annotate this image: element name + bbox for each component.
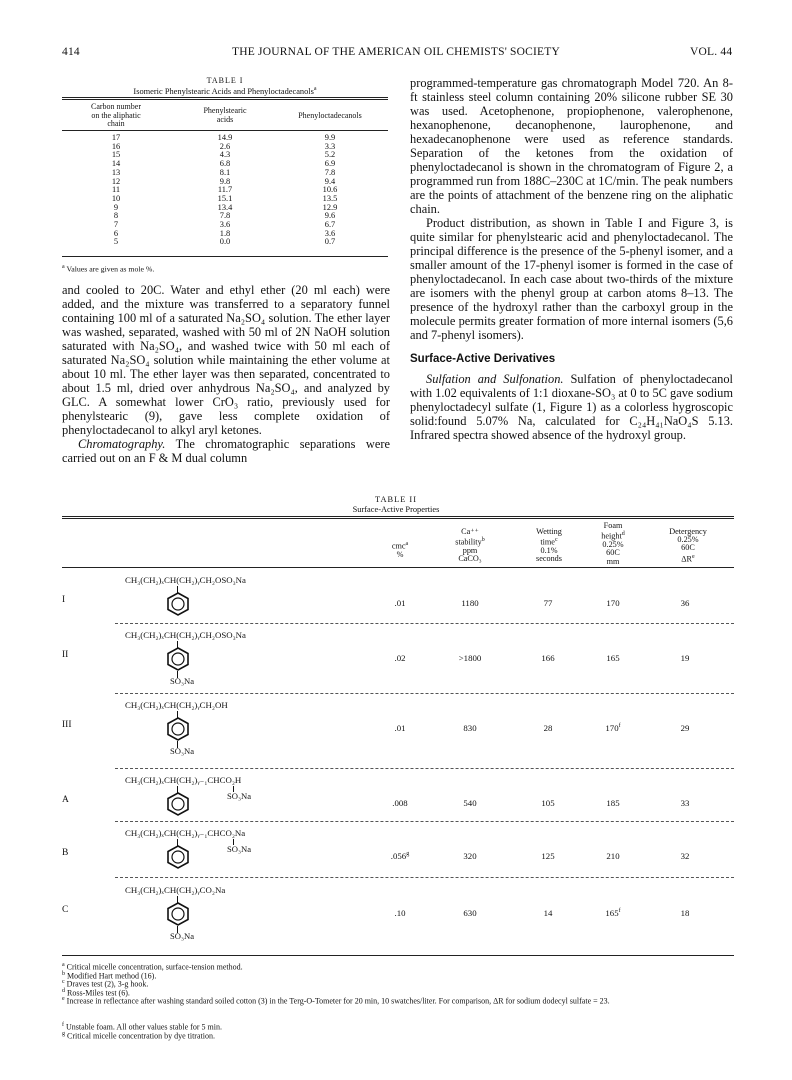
table1-col2-header: Phenylstearic acids [203, 106, 247, 124]
carbon-cell: 13 [111, 167, 121, 177]
carbon-cell: 17 [111, 133, 121, 142]
alcohols-cell: 3.6 [324, 228, 336, 238]
section-heading: Surface-Active Derivatives [410, 353, 556, 365]
compound-formula: CH₃(CH₂)ₓCH(CH₂)ᵧ₋₁CHCO₂Na [125, 828, 246, 838]
wetting-time-value: 125 [541, 851, 555, 861]
right-paragraph-1: programmed-temperature gas chromatograph Model 720. An 8-ft stainless steel column containing 20% silicone rubber SE 30 was used. Acetophenone, propiophenone, valerophenone, hexanophenone, decanophenone, laurophenone, and hexadecanophenone were used as reference standards. Separation of the ketones from the oxidation of phenyloctadecanol is shown in the chromatogram of Figure 2, a programmed run from 188C–230C at 1C/min. The peak numbers are the points of attachment of the benzene ring on the aliphatic chain. [410, 76, 733, 216]
right-paragraph-2: Product distribution, as shown in Table I and Figure 3, is quite similar for phenylstearic acid and phenyloctadecanol. The principal difference is the presence of the 5-phenyl isomer, and a smaller amount of the 17-phenyl isomer is formed in the case of phenyloctadecanol. In each case about two-thirds of the mixture are isomers with the phenyl group at carbon atoms 8–13. The presence of the hydroxyl rather than the carboxyl group in the molecule permits greater formation of more internal isomers (5,6 and 7-phenyl isomers). [410, 216, 733, 342]
row-separator [115, 877, 734, 878]
acids-cell: 7.8 [219, 211, 231, 221]
compound-label: A [62, 795, 69, 805]
benzene-ring-icon [166, 592, 190, 621]
cmc-value: .01 [394, 598, 406, 608]
wetting-time-value: 105 [541, 798, 555, 808]
table2-footnote: $^b$ Modified Hart method (16). [62, 970, 157, 981]
carbon-cell: 8 [113, 211, 119, 221]
table1-col1-header: Carbon number on the aliphatic chain [91, 102, 141, 128]
acids-cell: 2.6 [219, 141, 231, 151]
table2-header-rule [62, 567, 734, 568]
carbon-cell: 9 [113, 202, 119, 212]
compound-formula: CH₃(CH₂)ₓCH(CH₂)ᵧCH₂OSO₃Na [125, 630, 246, 640]
compound-formula: CH₃(CH₂)ₓCH(CH₂)ᵧ₋₁CHCO₂H [125, 775, 242, 785]
side-sulfonate: SO₃Na [227, 791, 252, 801]
detergency-value: 19 [680, 653, 690, 663]
acids-cell: 6.8 [219, 159, 231, 169]
foam-height-value: 185 [606, 798, 620, 808]
carbon-cell: 16 [111, 141, 121, 151]
detergency-value: 32 [680, 851, 690, 861]
table2-ca-header: Ca⁺⁺ stability$^b$ ppm CaCO₃ [455, 527, 485, 564]
table1-subtitle: Isomeric Phenylstearic Acids and Phenyloctadecanols$^a$ [133, 86, 317, 96]
compound-label: B [62, 848, 69, 858]
compound-formula: CH₃(CH₂)ₓCH(CH₂)ᵧCH₂OSO₃Na [125, 575, 246, 585]
carbon-cell: 5 [113, 237, 119, 247]
acids-cell: 3.6 [219, 220, 231, 230]
alcohols-cell: 12.9 [322, 202, 338, 212]
table2-footnote: $^c$ Draves test (2), 3-g hook. [62, 979, 149, 989]
carbon-cell: 14 [111, 159, 121, 169]
carbon-cell: 10 [111, 193, 121, 203]
acids-cell: 1.8 [219, 228, 231, 238]
cmc-value: .02 [394, 653, 406, 663]
table1-alcohols-column [275, 134, 385, 247]
alcohols-cell: 10.6 [322, 185, 338, 195]
table1-acids-column [180, 134, 270, 247]
cmc-value: .01 [394, 723, 406, 733]
ca-stability-value: >1800 [458, 653, 482, 663]
carbon-cell: 7 [113, 220, 119, 230]
table1-top-rule-2 [62, 99, 388, 100]
acids-cell: 0.0 [219, 237, 231, 247]
journal-title: THE JOURNAL OF THE AMERICAN OIL CHEMISTS' SOCIETY [231, 46, 561, 58]
benzene-ring-icon [166, 717, 190, 746]
table1-carbon-column [62, 134, 170, 247]
side-sulfonate: SO₃Na [227, 844, 252, 854]
acids-cell: 14.9 [217, 133, 233, 142]
acids-cell: 13.4 [217, 202, 233, 212]
table2-title: TABLE II [375, 495, 417, 504]
sulfonate-substituent: SO₃Na [170, 746, 195, 756]
acids-cell: 8.1 [219, 167, 231, 177]
wetting-time-value: 77 [543, 598, 553, 608]
compound-formula: CH₃(CH₂)ₓCH(CH₂)ᵧCH₂OH [125, 700, 228, 710]
wetting-time-value: 14 [543, 908, 553, 918]
table2-footnote: $^g$ Critical micelle concentration by dye titration. [62, 1031, 215, 1041]
foam-height-value: 170$^f$ [605, 723, 621, 733]
alcohols-cell: 13.5 [322, 193, 338, 203]
alcohols-cell: 5.2 [324, 150, 336, 160]
wetting-time-value: 28 [543, 723, 553, 733]
compound-label: II [62, 650, 69, 660]
alcohols-cell: 3.3 [324, 141, 336, 151]
benzene-ring-icon [166, 647, 190, 676]
detergency-value: 36 [680, 598, 690, 608]
foam-height-value: 165 [606, 653, 620, 663]
benzene-ring-icon [166, 902, 190, 931]
table2-footnote: $^f$ Unstable foam. All other values stable for 5 min. [62, 1022, 222, 1033]
right-paragraph-3: Sulfation and Sulfonation. Sulfation of phenyloctadecanol with 1.02 equivalents of 1:1 dioxane-SO₃ at 0 to 5C gave sodium phenyloctadecyl sulfate (1, Figure 1) as a colorless hygroscopic solid:found 5.07% Na, calculated for C₂₄H₄₁NaO₄S 5.13. Infrared spectra showed absence of the hydroxyl group. [410, 372, 733, 442]
alcohols-cell: 0.7 [324, 237, 336, 247]
compound-formula: CH₃(CH₂)ₓCH(CH₂)ᵧCO₂Na [125, 885, 226, 895]
acids-cell: 11.7 [217, 185, 233, 195]
ca-stability-value: 830 [463, 723, 477, 733]
compound-label: C [62, 905, 69, 915]
detergency-value: 29 [680, 723, 690, 733]
left-paragraph-2: Chromatography. The chromatographic separations were carried out on an F & M dual column [62, 437, 390, 465]
row-separator [115, 623, 734, 624]
acids-cell: 9.8 [219, 176, 231, 186]
ca-stability-value: 630 [463, 908, 477, 918]
acids-cell: 15.1 [217, 193, 233, 203]
ca-stability-value: 320 [463, 851, 477, 861]
table1-col3-header: Phenyloctadecanols [298, 111, 362, 120]
benzene-ring-icon [166, 792, 190, 821]
left-paragraph-1: and cooled to 20C. Water and ethyl ether (20 ml each) were added, and the mixture was transferred to a separatory funnel containing 100 ml of a saturated Na₂SO₄ solution. The ether layer was washed, separated, washed with 50 ml of 2N NaOH solution saturated with Na₂SO₄, and washed twice with 50 ml each of saturated Na₂SO₄ solution while maintaining the ether volume at about 10 ml. The ether layer was then separated, concentrated to about 1.5 ml, dried over anhydrous Na₂SO₄, and analyzed by GLC. A somewhat lower CrO₃ ratio, previously used for phenylstearic (9), gave less complete oxidation of phenyloctadecanol to alkyl aryl ketones. [62, 283, 390, 437]
table2-subtitle: Surface-Active Properties [352, 505, 440, 514]
detergency-value: 18 [680, 908, 690, 918]
compound-label: III [62, 720, 72, 730]
alcohols-cell: 9.6 [324, 211, 336, 221]
cmc-value: .10 [394, 908, 406, 918]
compound-label: I [62, 595, 66, 605]
table2-detergency-header: Detergency 0.25% 60C $\Delta R^e$ [669, 527, 707, 564]
alcohols-cell: 6.9 [324, 159, 336, 169]
ca-stability-value: 1180 [461, 598, 479, 608]
ca-stability-value: 540 [463, 798, 477, 808]
table1-top-rule [62, 97, 388, 98]
alcohols-cell: 6.7 [324, 220, 336, 230]
left-text-column [62, 283, 390, 465]
cmc-value: .008 [392, 798, 408, 808]
volume-label: VOL. 44 [690, 46, 733, 58]
alcohols-cell: 9.9 [324, 133, 336, 142]
table1-title: TABLE I [206, 76, 244, 85]
carbon-cell: 11 [111, 185, 121, 195]
benzene-ring-icon [166, 845, 190, 874]
alcohols-cell: 7.8 [324, 167, 336, 177]
row-separator [115, 693, 734, 694]
table2-top-rule-2 [62, 518, 734, 519]
table2-top-rule [62, 516, 734, 517]
table2-foam-header: Foam height$^d$ 0.25% 60C mm [601, 521, 625, 566]
table2-footnote: $^d$ Ross-Miles test (6). [62, 987, 130, 998]
row-separator [115, 768, 734, 769]
table1-header-rule [62, 130, 388, 131]
carbon-cell: 12 [111, 176, 121, 186]
detergency-value: 33 [680, 798, 690, 808]
acids-cell: 4.3 [219, 150, 231, 160]
right-text-column [410, 76, 733, 442]
table1-footnote: $^a$ Values are given as mole %. [62, 264, 155, 274]
table2-footnote: $^e$ Increase in reflectance after washing standard soiled cotton (3) in the Terg-O-Tometer for 20 min, 10 swatches/liter. For comparison, ΔR for sodium dodecyl sulfate = 23. [62, 996, 610, 1007]
cmc-value: .056$^g$ [390, 851, 410, 861]
carbon-cell: 15 [111, 150, 121, 160]
page-number: 414 [62, 46, 80, 58]
alcohols-cell: 9.4 [324, 176, 336, 186]
table2-bottom-rule [62, 955, 734, 956]
sulfonate-substituent: SO₃Na [170, 676, 195, 686]
row-separator [115, 821, 734, 822]
foam-height-value: 165$^f$ [605, 908, 621, 918]
carbon-cell: 6 [113, 228, 119, 238]
foam-height-value: 170 [606, 598, 620, 608]
foam-height-value: 210 [606, 851, 620, 861]
table1-bottom-rule [62, 256, 388, 257]
sulfonate-substituent: SO₃Na [170, 931, 195, 941]
table2-wetting-header: Wetting time$^c$ 0.1% seconds [536, 527, 562, 564]
table2-footnote: $^a$ Critical micelle concentration, surface-tension method. [62, 962, 243, 972]
table2-cmc-header: cmc$^a$ % [391, 541, 409, 559]
wetting-time-value: 166 [541, 653, 555, 663]
